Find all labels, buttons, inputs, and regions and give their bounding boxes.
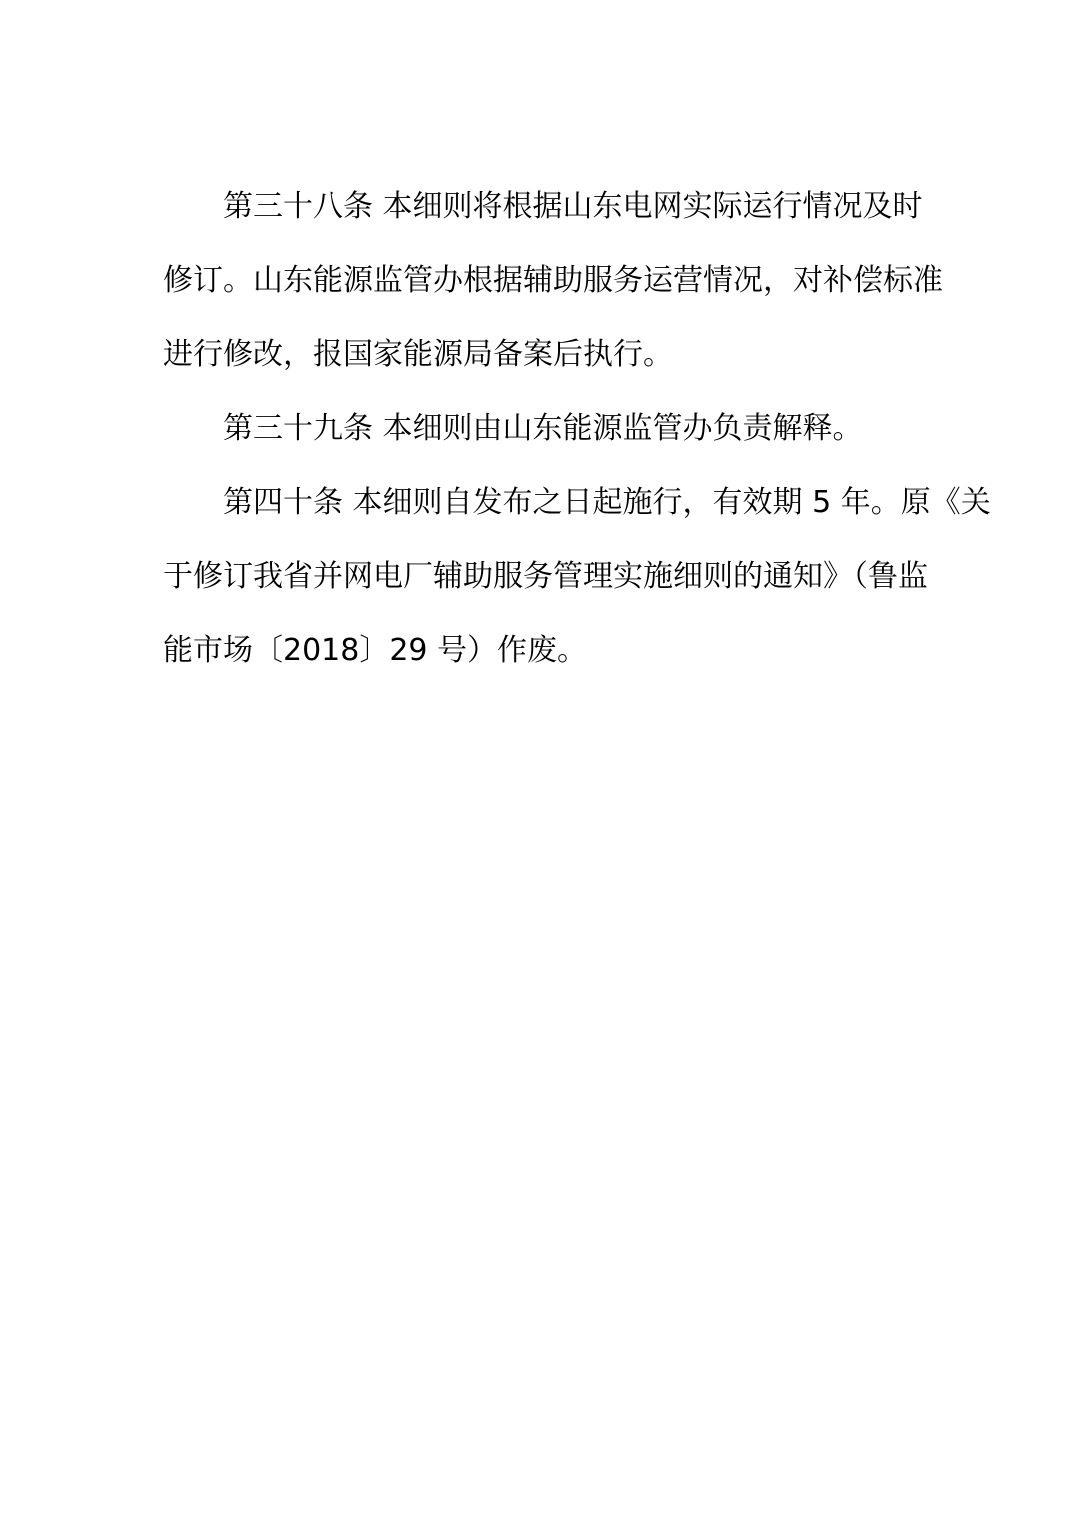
- article-38-paragraph: [163, 170, 943, 392]
- text-line: 于修订我省并网电厂辅助服务管理实施细则的通知》（鲁监: [163, 559, 928, 594]
- text-line: 第三十八条 本细则将根据山东电网实际运行情况及时: [223, 189, 923, 224]
- text-line: 第四十条 本细则自发布之日起施行，有效期 5 年。原《关: [223, 485, 991, 520]
- document-body: [163, 170, 991, 688]
- text-line: 第三十九条 本细则由山东能源监管办负责解释。: [223, 411, 863, 446]
- article-40-paragraph: [163, 466, 991, 688]
- text-line: 能市场〔2018〕29 号）作废。: [163, 633, 588, 668]
- text-line: 修订。山东能源监管办根据辅助服务运营情况，对补偿标准: [163, 263, 943, 298]
- text-line: 进行修改，报国家能源局备案后执行。: [163, 337, 673, 372]
- article-39-paragraph: [163, 392, 917, 466]
